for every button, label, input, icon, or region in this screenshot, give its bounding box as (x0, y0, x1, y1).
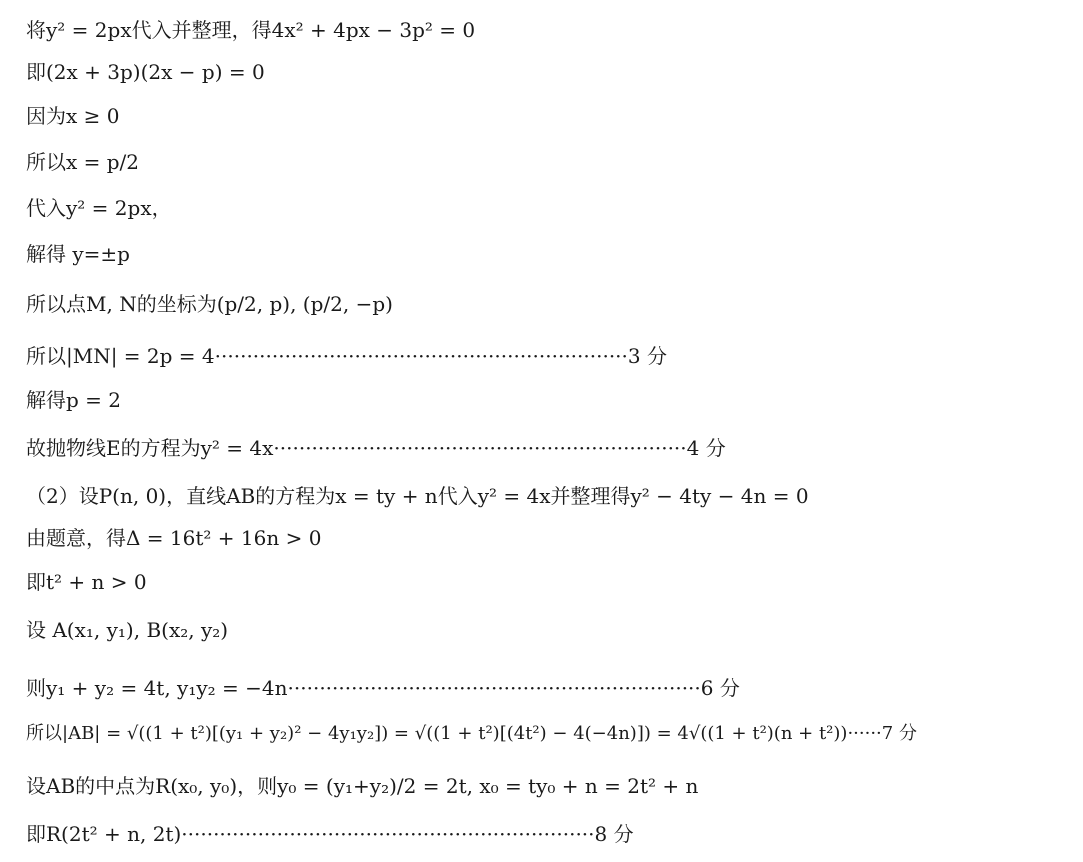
line-text: 即(2x + 3p)(2x − p) = 0 (26, 60, 265, 84)
score-label: 6 分 (700, 676, 740, 700)
solution-line-13 (26, 570, 147, 594)
solution-line-1 (26, 18, 475, 42)
leader-dots: ······ (847, 723, 882, 744)
line-text: 所以|MN| = 2p = 4 (26, 344, 215, 368)
solution-line-7 (26, 292, 393, 316)
line-text: （2）设P(n, 0)，直线AB的方程为x = ty + n代入y² = 4x并整理得y² − 4ty − 4n = 0 (26, 484, 809, 508)
solution-line-18 (26, 822, 634, 846)
solution-line-5 (26, 196, 172, 220)
score-label: 7 分 (881, 723, 917, 744)
score-label: 4 分 (686, 436, 726, 460)
line-text: 将y² = 2px代入并整理，得4x² + 4px − 3p² = 0 (26, 18, 476, 42)
solution-line-15 (26, 676, 740, 700)
solution-line-6 (26, 242, 130, 266)
score-label: 8 分 (594, 822, 634, 846)
line-text: 故抛物线E的方程为y² = 4x (26, 436, 274, 460)
solution-line-11 (26, 484, 809, 508)
solution-line-10 (26, 436, 726, 460)
line-text: 设AB的中点为R(x₀, y₀)，则y₀ = (y₁+y₂)/2 = 2t, x₀ = ty₀ + n = 2t² + n (26, 774, 699, 798)
solution-line-2 (26, 60, 265, 84)
line-text: 即t² + n > 0 (26, 570, 147, 594)
solution-line-9 (26, 388, 121, 412)
solution-line-3 (26, 104, 119, 128)
line-text: 解得p = 2 (26, 388, 121, 412)
solution-line-17 (26, 774, 698, 798)
solution-line-16 (26, 722, 917, 746)
solution-line-8 (26, 344, 667, 368)
line-text: 解得 y=±p (26, 242, 130, 266)
line-text: 因为x ≥ 0 (26, 104, 120, 128)
solution-line-12 (26, 526, 321, 550)
line-text: 则y₁ + y₂ = 4t, y₁y₂ = −4n (26, 676, 288, 700)
solution-line-4 (26, 150, 139, 174)
line-text: 即R(2t² + n, 2t) (26, 822, 182, 846)
line-text: 代入y² = 2px， (26, 196, 172, 220)
score-label: 3 分 (627, 344, 667, 368)
leader-dots: ································································· (287, 676, 701, 700)
line-text: 所以x = p/2 (26, 150, 140, 174)
line-text: 所以|AB| = √((1 + t²)[(y₁ + y₂)² − 4y₁y₂]) = √((1 + t²)[(4t²) − 4(−4n)]) = 4√((1 + t²)(n + t²)) (26, 723, 848, 744)
line-text: 设 A(x₁, y₁), B(x₂, y₂) (26, 618, 229, 642)
leader-dots: ································································· (181, 822, 595, 846)
leader-dots: ································································· (273, 436, 687, 460)
solution-line-14 (26, 618, 228, 642)
line-text: 由题意，得Δ = 16t² + 16n > 0 (26, 526, 322, 550)
leader-dots: ································································· (214, 344, 628, 368)
line-text: 所以点M, N的坐标为(p/2, p), (p/2, −p) (26, 292, 393, 316)
